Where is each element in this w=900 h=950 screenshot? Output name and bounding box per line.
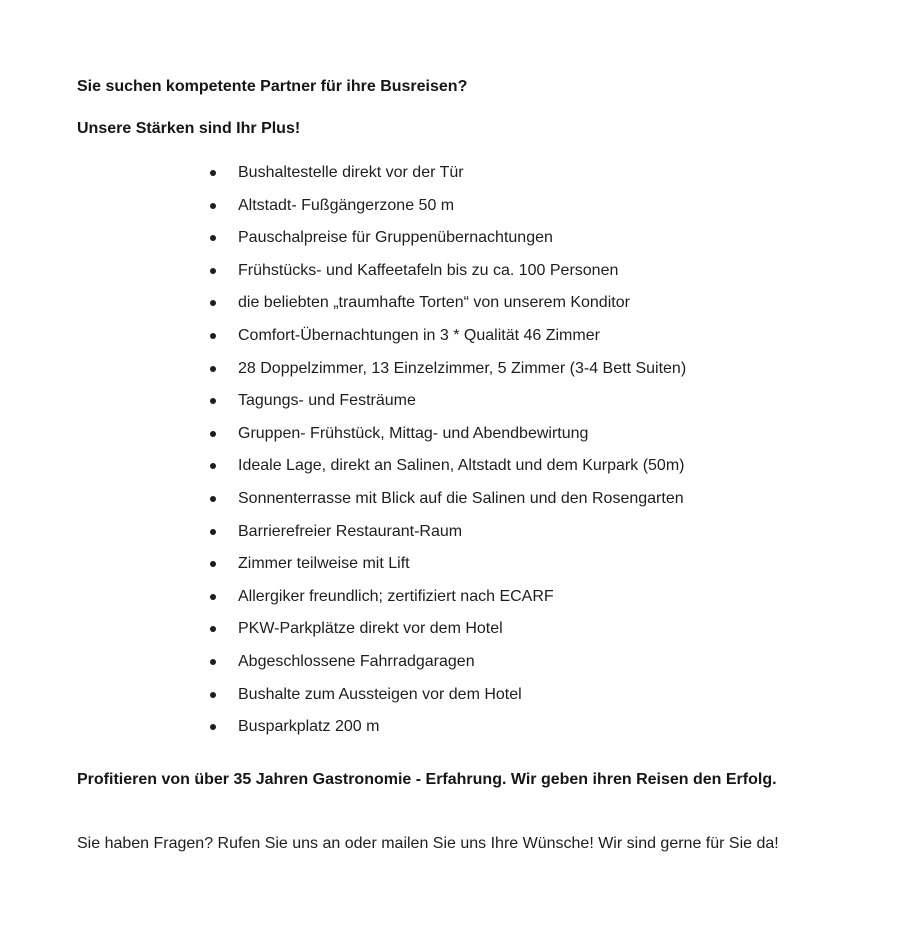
list-item-text: Tagungs- und Festräume — [238, 392, 416, 410]
bullet-icon — [210, 203, 216, 209]
list-item — [210, 258, 686, 291]
list-item — [210, 193, 686, 226]
list-item — [210, 290, 686, 323]
list-item — [210, 551, 686, 584]
list-item — [210, 388, 686, 421]
heading-question: Sie suchen kompetente Partner für ihre Busreisen? — [77, 78, 468, 95]
list-item-text: Bushaltestelle direkt vor der Tür — [238, 164, 464, 181]
bullet-icon — [210, 561, 216, 567]
bullet-icon — [210, 659, 216, 665]
list-item — [210, 714, 686, 747]
closing-statement: Profitieren von über 35 Jahren Gastronomie - Erfahrung. Wir geben ihren Reisen den Erfolg. — [77, 771, 777, 788]
list-item-text: Sonnenterrasse mit Blick auf die Salinen und den Rosengarten — [238, 489, 684, 507]
contact-text: Sie haben Fragen? Rufen Sie uns an oder mailen Sie uns Ihre Wünsche! Wir sind gerne für Sie da! — [77, 835, 779, 852]
list-item-text: die beliebten „traumhafte Torten“ von unserem Konditor — [238, 294, 630, 312]
list-item — [210, 160, 686, 193]
bullet-icon — [210, 170, 216, 176]
bullet-icon — [210, 268, 216, 274]
bullet-icon — [210, 724, 216, 730]
list-item-text: Abgeschlossene Fahrradgaragen — [238, 652, 475, 670]
bullet-icon — [210, 692, 216, 698]
bullet-icon — [210, 333, 216, 339]
bullet-icon — [210, 300, 216, 306]
list-item-text: Gruppen- Frühstück, Mittag- und Abendbewirtung — [238, 424, 589, 442]
bullet-icon — [210, 594, 216, 600]
list-item-text: 28 Doppelzimmer, 13 Einzelzimmer, 5 Zimmer (3-4 Bett Suiten) — [238, 359, 687, 377]
bullet-icon — [210, 529, 216, 535]
list-item — [210, 323, 686, 356]
list-item — [210, 356, 686, 389]
list-item-text: Busparkplatz 200 m — [238, 718, 380, 736]
list-item — [210, 486, 686, 519]
list-item-text: Allergiker freundlich; zertifiziert nach ECARF — [238, 587, 554, 605]
bullet-icon — [210, 431, 216, 437]
list-item-text: Altstadt- Fußgängerzone 50 m — [238, 196, 455, 214]
heading-strengths: Unsere Stärken sind Ihr Plus! — [77, 120, 301, 137]
list-item-text: Barrierefreier Restaurant-Raum — [238, 522, 463, 540]
list-item-text: Frühstücks- und Kaffeetafeln bis zu ca. 100 Personen — [238, 261, 619, 279]
list-item — [210, 584, 686, 617]
list-item — [210, 649, 686, 682]
bullet-icon — [210, 496, 216, 502]
list-item — [210, 225, 686, 258]
list-item-text: Bushalte zum Aussteigen vor dem Hotel — [238, 685, 522, 703]
list-item-text: Ideale Lage, direkt an Salinen, Altstadt und dem Kurpark (50m) — [238, 457, 685, 475]
list-item — [210, 682, 686, 715]
list-item-text: Comfort-Übernachtungen in 3 * Qualität 46 Zimmer — [238, 326, 600, 344]
bullet-icon — [210, 398, 216, 404]
list-item — [210, 421, 686, 454]
list-item — [210, 453, 686, 486]
list-item — [210, 519, 686, 552]
bullet-icon — [210, 626, 216, 632]
features-list — [210, 160, 686, 747]
bullet-icon — [210, 463, 216, 469]
list-item — [210, 616, 686, 649]
list-item-text: Zimmer teilweise mit Lift — [238, 555, 410, 573]
list-item-text: Pauschalpreise für Gruppenübernachtungen — [238, 229, 553, 247]
bullet-icon — [210, 235, 216, 241]
bullet-icon — [210, 366, 216, 372]
list-item-text: PKW-Parkplätze direkt vor dem Hotel — [238, 620, 503, 638]
